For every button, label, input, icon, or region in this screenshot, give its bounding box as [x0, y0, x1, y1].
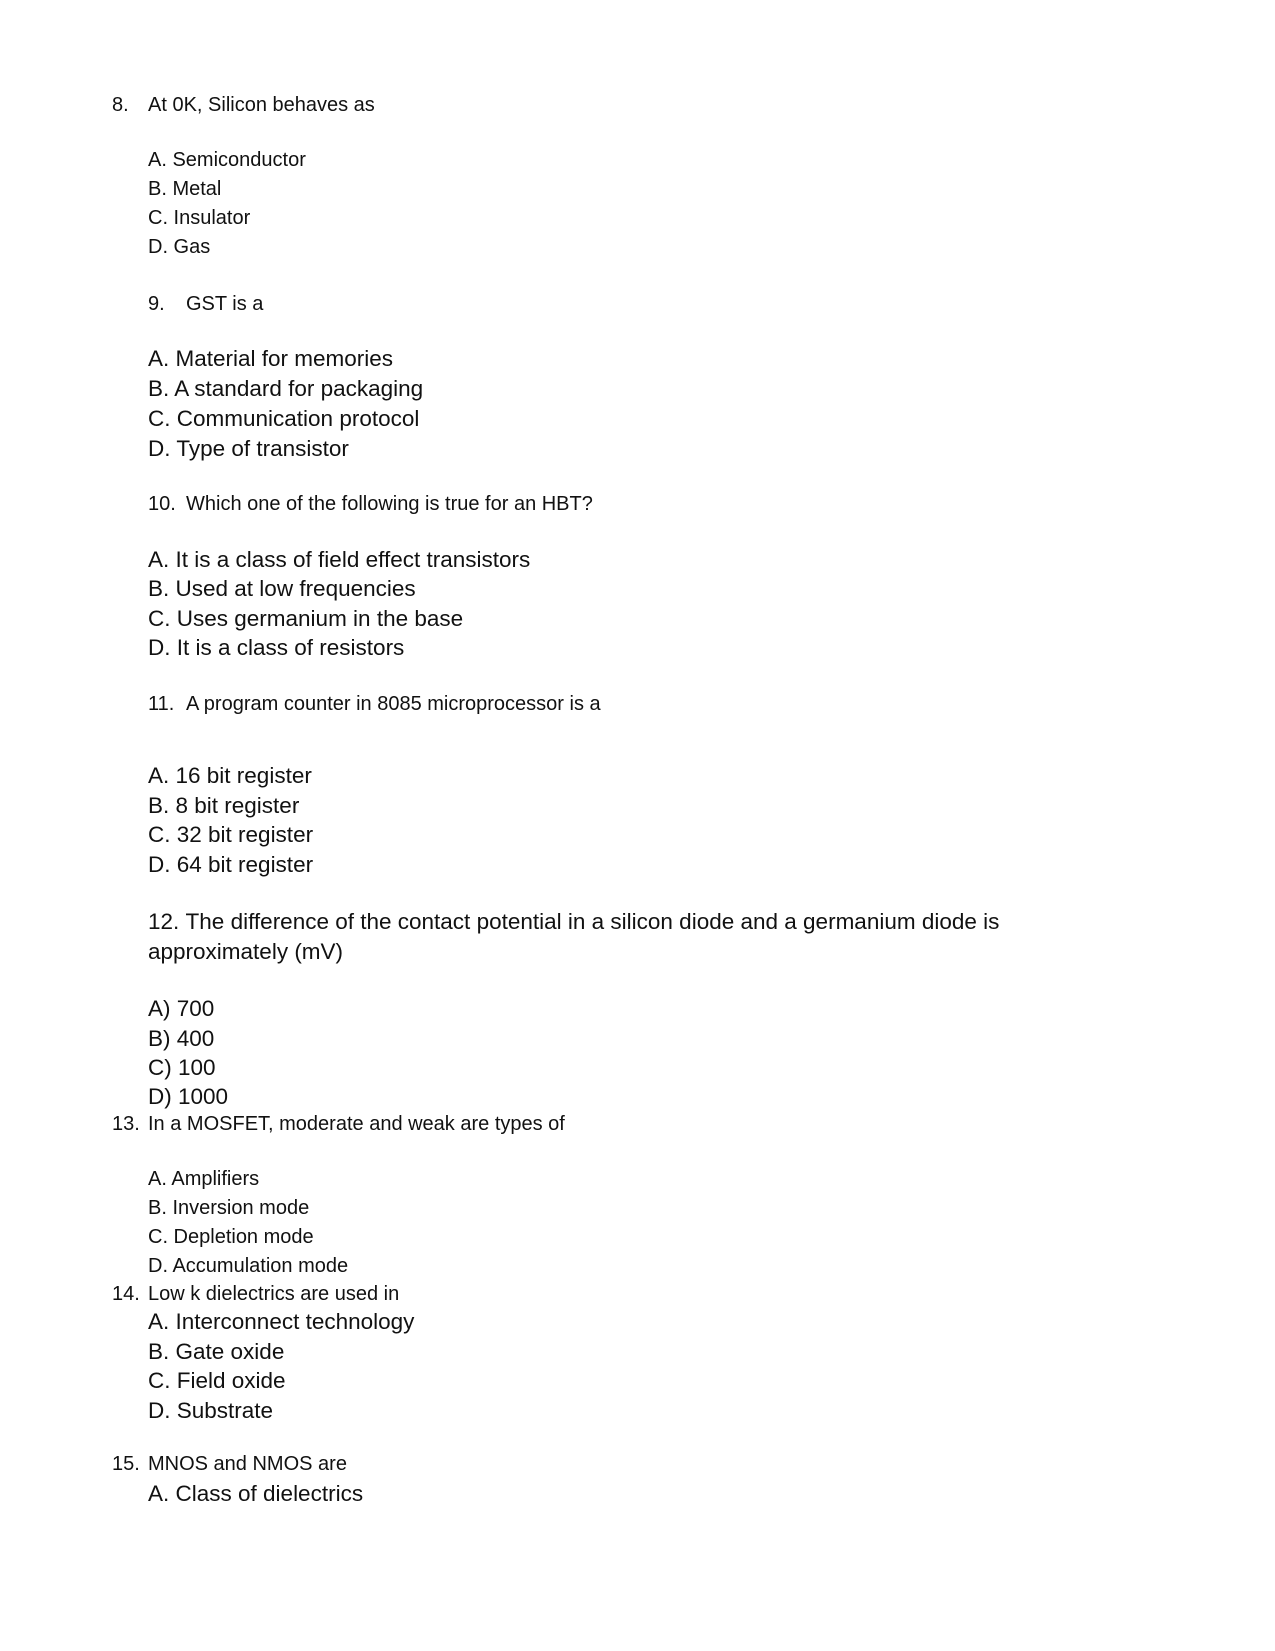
question-11-option-d: D. 64 bit register: [148, 852, 314, 877]
question-10-option-a: A. It is a class of field effect transistors: [148, 547, 531, 572]
question-8-option-c: C. Insulator: [148, 207, 251, 229]
question-12-text-line-1: The difference of the contact potential in a silicon diode and a germanium diode is: [185, 909, 1000, 934]
question-10-option-b: B. Used at low frequencies: [148, 576, 416, 601]
question-14-option-b: B. Gate oxide: [148, 1339, 285, 1364]
question-14-option-d: D. Substrate: [148, 1398, 274, 1423]
question-15-option-a: A. Class of dielectrics: [148, 1481, 364, 1506]
question-8-number: 8.: [112, 94, 129, 116]
question-9-option-b: B. A standard for packaging: [148, 376, 424, 401]
question-11-option-a: A. 16 bit register: [148, 763, 312, 788]
question-14-number: 14.: [112, 1283, 140, 1305]
question-12-option-b: B) 400: [148, 1026, 215, 1051]
question-9-option-a: A. Material for memories: [148, 346, 394, 371]
question-9-text: GST is a: [186, 293, 264, 315]
question-12-option-d: D) 1000: [148, 1084, 229, 1109]
question-12-text-line-2: approximately (mV): [148, 939, 344, 964]
question-8-option-d: D. Gas: [148, 236, 211, 258]
question-10-option-d: D. It is a class of resistors: [148, 635, 405, 660]
question-15-text: MNOS and NMOS are: [148, 1453, 347, 1475]
question-13-number: 13.: [112, 1113, 140, 1135]
question-13-text: In a MOSFET, moderate and weak are types of: [148, 1113, 565, 1135]
question-10-number: 10.: [148, 493, 176, 515]
question-13-option-d: D. Accumulation mode: [148, 1255, 349, 1277]
question-13-option-a: A. Amplifiers: [148, 1168, 260, 1190]
question-9-number: 9.: [148, 293, 165, 315]
question-13-option-c: C. Depletion mode: [148, 1226, 314, 1248]
question-10-option-c: C. Uses germanium in the base: [148, 606, 464, 631]
question-11-option-b: B. 8 bit register: [148, 793, 300, 818]
question-12-option-c: C) 100: [148, 1055, 216, 1080]
question-9-option-d: D. Type of transistor: [148, 436, 349, 461]
question-8-text: At 0K, Silicon behaves as: [148, 94, 375, 116]
question-12-number-text: 12.: [148, 909, 180, 934]
question-14-text: Low k dielectrics are used in: [148, 1283, 400, 1305]
question-11-option-c: C. 32 bit register: [148, 822, 314, 847]
question-14-option-c: C. Field oxide: [148, 1368, 286, 1393]
question-11-number: 11.: [148, 693, 175, 715]
question-14-option-a: A. Interconnect technology: [148, 1309, 415, 1334]
question-11-text: A program counter in 8085 microprocessor is a: [186, 693, 601, 715]
question-8-option-b: B. Metal: [148, 178, 222, 200]
question-8-option-a: A. Semiconductor: [148, 149, 306, 171]
question-12-number: [148, 908, 999, 935]
question-9-option-c: C. Communication protocol: [148, 406, 420, 431]
question-12-option-a: A) 700: [148, 996, 215, 1021]
question-13-option-b: B. Inversion mode: [148, 1197, 310, 1219]
question-10-text: Which one of the following is true for an HBT?: [186, 493, 593, 515]
question-15-number: 15.: [112, 1453, 140, 1475]
